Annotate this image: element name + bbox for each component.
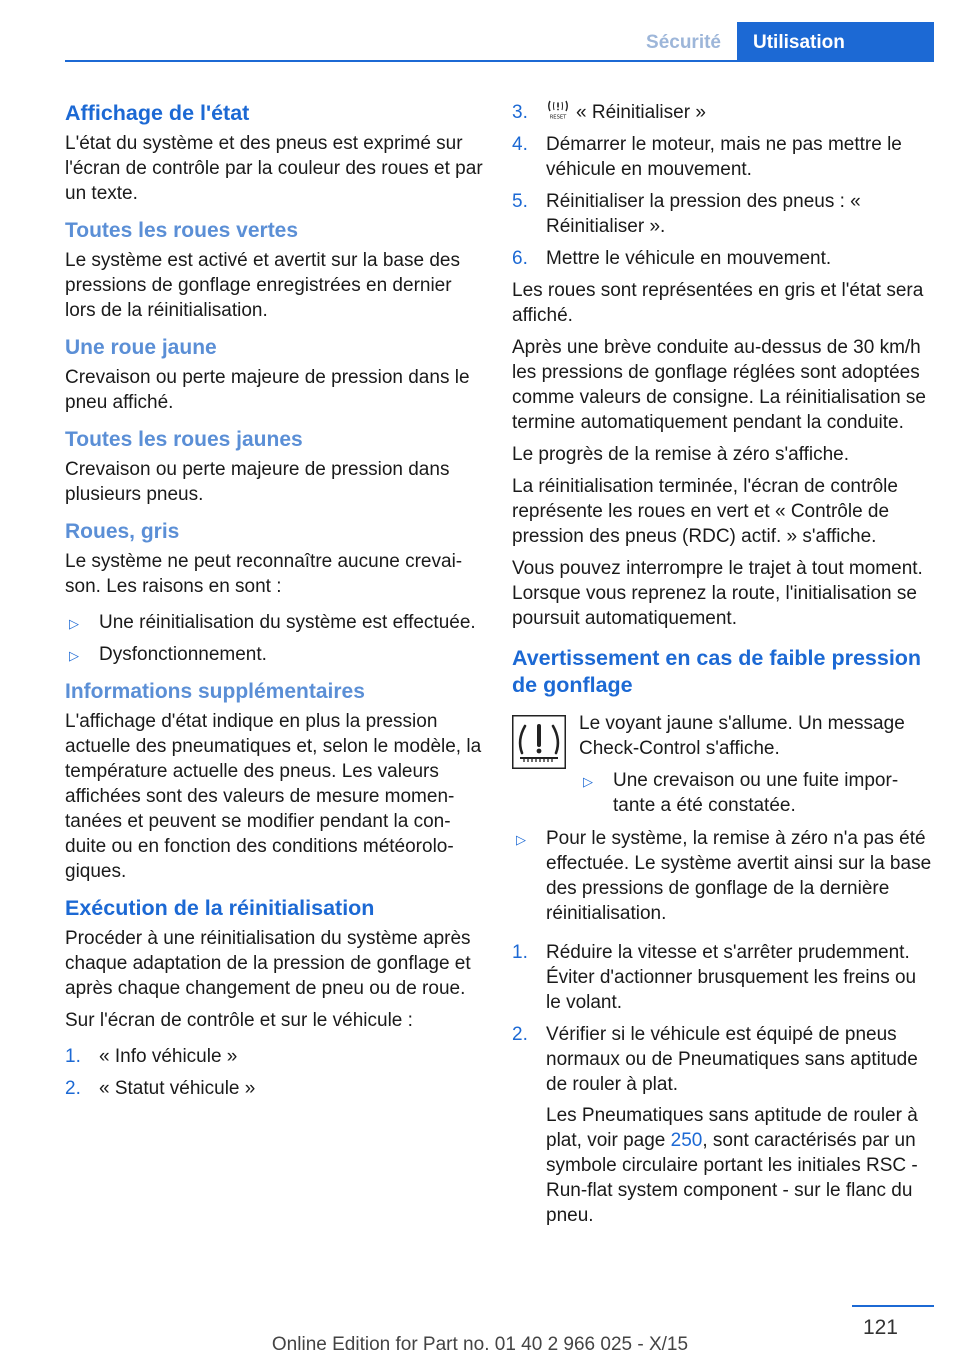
list-item-text: Pour le système, la remise à zéro n'a pas été effectuée. Le système avertit ainsi sur la base des pressions de gonflage de la dernière réinitialisation. bbox=[546, 828, 932, 924]
section-affichage-etat bbox=[65, 100, 485, 206]
paragraph: La réinitialisation terminée, l'écran de contrôle représente les roues en vert et « Contrôle de pression des pneus (RDC) actif. » s'affiche. bbox=[512, 476, 898, 547]
svg-text:RESET: RESET bbox=[549, 114, 567, 120]
list-item bbox=[512, 246, 934, 271]
paragraph: Les roues sont représentées en gris et l'état sera affiché. bbox=[512, 280, 924, 326]
list-item bbox=[65, 1076, 485, 1101]
tab-securite[interactable]: Sécurité bbox=[646, 32, 721, 53]
paragraph: Procéder à une réinitialisation du système après chaque adaptation de la pression de gonflage et après chaque changement de pneu ou de roue. bbox=[65, 928, 471, 999]
list-item-text: Réinitialiser la pression des pneus : « Réinitialiser ». bbox=[546, 191, 861, 237]
paragraph: Le voyant jaune s'allume. Un message Check-Control s'affiche. bbox=[579, 713, 905, 759]
section-title: Affichage de l'état bbox=[65, 101, 250, 125]
step-number: 2. bbox=[65, 1078, 81, 1099]
list-item-text: « Info véhicule » bbox=[99, 1046, 238, 1067]
step-number: 1. bbox=[65, 1046, 81, 1067]
right-column bbox=[512, 100, 934, 1235]
list-item bbox=[512, 189, 934, 239]
paragraph: L'affichage d'état indique en plus la pression actuelle des pneumatiques et, selon le modèle, la température actuelle des pneus. Les valeurs affichées sont des valeurs de mesure momentanées et peuvent se modifier pendant la conduite ou en fonction des conditions météorologiques. bbox=[65, 711, 482, 882]
step-number: 2. bbox=[512, 1024, 528, 1045]
section-title: Exécution de la réinitialisation bbox=[65, 896, 375, 920]
subsection-title: Informations supplémentaires bbox=[65, 680, 365, 703]
list-item bbox=[512, 940, 934, 1015]
tab-utilisation[interactable]: Utilisation bbox=[737, 22, 934, 60]
list-item-text: Mettre le véhicule en mouvement. bbox=[546, 248, 832, 269]
paragraph: Crevaison ou perte majeure de pression dans le pneu affiché. bbox=[65, 367, 470, 413]
list-item-text: « Statut véhicule » bbox=[99, 1078, 256, 1099]
list-item bbox=[512, 826, 934, 926]
list-item-text: « Réinitialiser » bbox=[576, 102, 706, 123]
list-item-text: Dysfonctionnement. bbox=[99, 644, 267, 665]
list-item bbox=[512, 1022, 934, 1228]
list-item bbox=[65, 642, 485, 667]
section-roues-jaunes bbox=[65, 426, 485, 507]
list-item bbox=[512, 100, 934, 125]
section-title: Avertissement en cas de faible pression de gonflage bbox=[512, 646, 922, 697]
header-rule bbox=[65, 60, 934, 62]
step-number: 3. bbox=[512, 102, 528, 123]
tire-pressure-warning-icon bbox=[512, 715, 566, 769]
section-roues-gris bbox=[65, 518, 485, 667]
section-informations bbox=[65, 678, 485, 884]
list-item bbox=[65, 610, 485, 635]
section-roue-jaune bbox=[65, 334, 485, 415]
step-number: 1. bbox=[512, 942, 528, 963]
section-reinitialisation bbox=[65, 895, 485, 1101]
subsection-title: Toutes les roues vertes bbox=[65, 219, 299, 242]
section-roues-vertes bbox=[65, 217, 485, 323]
paragraph: Crevaison ou perte majeure de pression dans plusieurs pneus. bbox=[65, 459, 450, 505]
warning-block bbox=[512, 711, 934, 818]
paragraph: Après une brève conduite au-dessus de 30 km/h les pressions de gonflage réglées sont adoptées comme valeurs de consigne. La réinitialisation se termine automatiquement pendant la conduite. bbox=[512, 337, 926, 433]
list-item-text: Vérifier si le véhicule est équipé de pneus normaux ou de Pneumatiques sans aptitude de rouler à plat. bbox=[546, 1024, 918, 1095]
list-item bbox=[512, 132, 934, 182]
subsection-title: Roues, gris bbox=[65, 520, 180, 543]
tire-reset-icon bbox=[546, 100, 570, 120]
step-number: 4. bbox=[512, 134, 528, 155]
list-item bbox=[579, 768, 934, 818]
list-item-note: Les Pneumatiques sans aptitude de rouler à plat, voir page 250, sont caractérisés par un symbole circulaire portant les initiales RSC - Run-flat system component - sur le flanc du pneu. bbox=[546, 1105, 918, 1226]
paragraph: Sur l'écran de contrôle et sur le véhicule : bbox=[65, 1010, 413, 1031]
paragraph: Le système ne peut reconnaître aucune crevaison. Les raisons en sont : bbox=[65, 551, 463, 597]
list-item-text: Une réinitialisation du système est effectuée. bbox=[99, 612, 476, 633]
paragraph: L'état du système et des pneus est exprimé sur l'écran de contrôle par la couleur des roues et par un texte. bbox=[65, 133, 483, 204]
step-number: 5. bbox=[512, 191, 528, 212]
paragraph: Vous pouvez interrompre le trajet à tout moment. Lorsque vous reprenez la route, l'initialisation se poursuit automatiquement. bbox=[512, 558, 923, 629]
triangle-bullet-icon: ▷ bbox=[69, 616, 79, 631]
footer-rule bbox=[852, 1305, 934, 1307]
subsection-title: Une roue jaune bbox=[65, 336, 217, 359]
page-number: 121 bbox=[862, 1316, 898, 1339]
list-item-text: Une crevaison ou une fuite importante a été constatée. bbox=[613, 770, 899, 816]
triangle-bullet-icon: ▷ bbox=[583, 774, 593, 789]
page-header bbox=[0, 0, 960, 62]
subsection-title: Toutes les roues jaunes bbox=[65, 428, 303, 451]
list-item-text: Réduire la vitesse et s'arrêter prudemment. Éviter d'actionner brusquement les freins ou le volant. bbox=[546, 942, 917, 1013]
triangle-bullet-icon: ▷ bbox=[516, 832, 526, 847]
paragraph: Le système est activé et avertit sur la base des pressions de gonflage enregistrées en dernier lors de la réinitialisation. bbox=[65, 250, 460, 321]
page-link[interactable]: 250 bbox=[670, 1130, 703, 1151]
step-number: 6. bbox=[512, 248, 528, 269]
triangle-bullet-icon: ▷ bbox=[69, 648, 79, 663]
paragraph: Le progrès de la remise à zéro s'affiche. bbox=[512, 444, 850, 465]
list-item bbox=[65, 1044, 485, 1069]
list-item-text: Démarrer le moteur, mais ne pas mettre le véhicule en mouvement. bbox=[546, 134, 902, 180]
left-column bbox=[65, 100, 485, 1112]
footer-text: Online Edition for Part no. 01 40 2 966 025 - X/15 bbox=[271, 1334, 689, 1355]
